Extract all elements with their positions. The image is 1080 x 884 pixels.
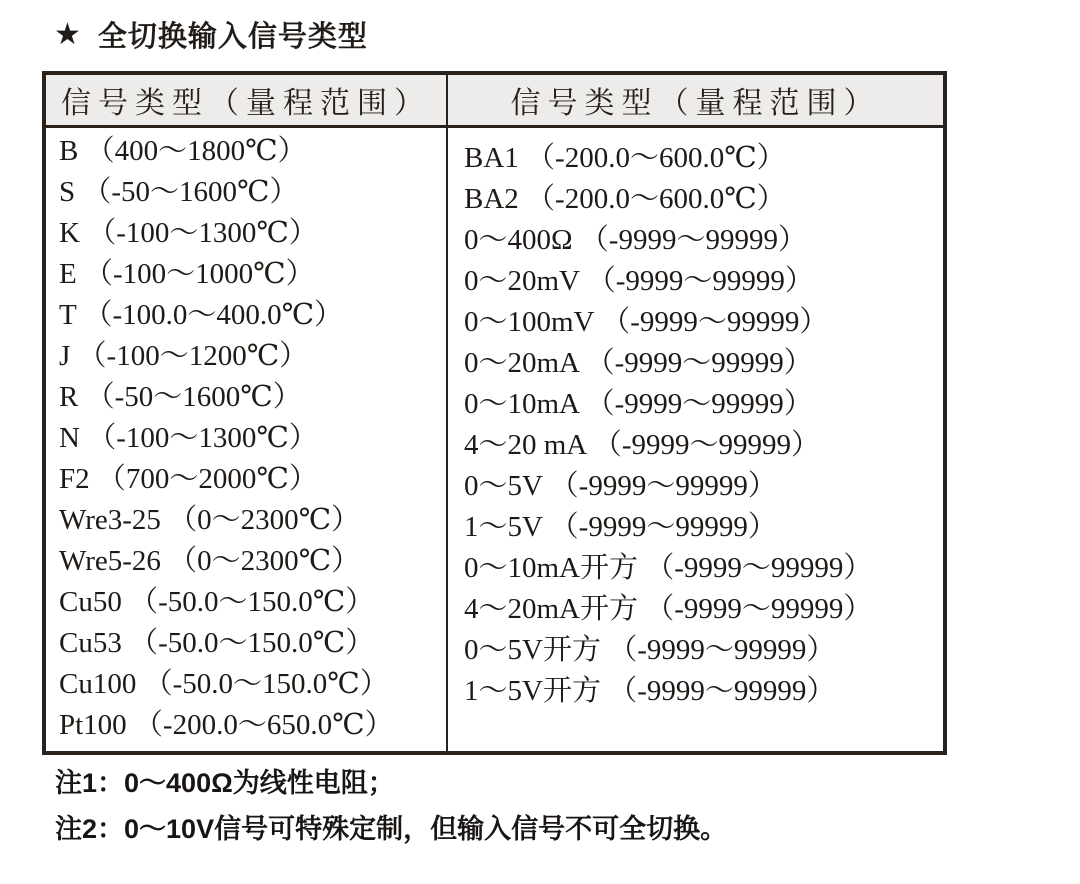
table-row: Pt100 （-200.0～650.0℃） <box>59 709 394 741</box>
table-row: 1～5V开方 （-9999～99999） <box>464 675 836 707</box>
table-row: Cu50 （-50.0～150.0℃） <box>59 586 375 618</box>
table-row: 0～20mV （-9999～99999） <box>464 265 814 297</box>
table-row: Wre5-26 （0～2300℃） <box>59 545 361 577</box>
table-row: K （-100～1300℃） <box>59 217 318 249</box>
table-row: E （-100～1000℃） <box>59 258 315 290</box>
note-line: 注1：0～400Ω为线性电阻； <box>55 768 395 798</box>
table-row: BA2 （-200.0～600.0℃） <box>464 183 786 215</box>
table-row: Wre3-25 （0～2300℃） <box>59 504 361 536</box>
table-row: 1～5V （-9999～99999） <box>464 511 777 543</box>
table-row: 0～5V开方 （-9999～99999） <box>464 634 836 666</box>
note-line: 注2：0～10V信号可特殊定制，但输入信号不可全切换。 <box>55 814 728 844</box>
table-row: S （-50～1600℃） <box>59 176 299 208</box>
header-cell-left: 信号类型（量程范围） <box>61 87 431 120</box>
left-column <box>46 128 446 751</box>
table-row: N （-100～1300℃） <box>59 422 318 454</box>
table-row: Cu100 （-50.0～150.0℃） <box>59 668 389 700</box>
table-row: 0～5V （-9999～99999） <box>464 470 777 502</box>
footnotes <box>55 760 727 852</box>
table-row: F2 （700～2000℃） <box>59 463 318 495</box>
table-row: B （400～1800℃） <box>59 135 307 167</box>
signal-type-table <box>42 71 947 755</box>
table-row: J （-100～1200℃） <box>59 340 309 372</box>
table-row: 0～100mV （-9999～99999） <box>464 306 829 338</box>
table-row: 0～10mA开方 （-9999～99999） <box>464 552 873 584</box>
table-row: BA1 （-200.0～600.0℃） <box>464 142 786 174</box>
table-row: R （-50～1600℃） <box>59 381 302 413</box>
header-cell-right: 信号类型（量程范围） <box>446 75 943 125</box>
table-row: 4～20mA开方 （-9999～99999） <box>464 593 873 625</box>
table-row: 4～20 mA （-9999～99999） <box>464 429 821 461</box>
table-row: 0～400Ω （-9999～99999） <box>464 224 807 256</box>
table-body <box>46 128 943 751</box>
table-row: T （-100.0～400.0℃） <box>59 299 344 331</box>
page-title-text: 全切换输入信号类型 <box>97 21 368 53</box>
page-title <box>54 14 368 55</box>
table-row: Cu53 （-50.0～150.0℃） <box>59 627 375 659</box>
star-icon: ★ <box>54 17 82 51</box>
table-row: 0～20mA （-9999～99999） <box>464 347 813 379</box>
table-header-row <box>46 75 943 128</box>
right-column <box>446 128 943 751</box>
table-row: 0～10mA （-9999～99999） <box>464 388 813 420</box>
